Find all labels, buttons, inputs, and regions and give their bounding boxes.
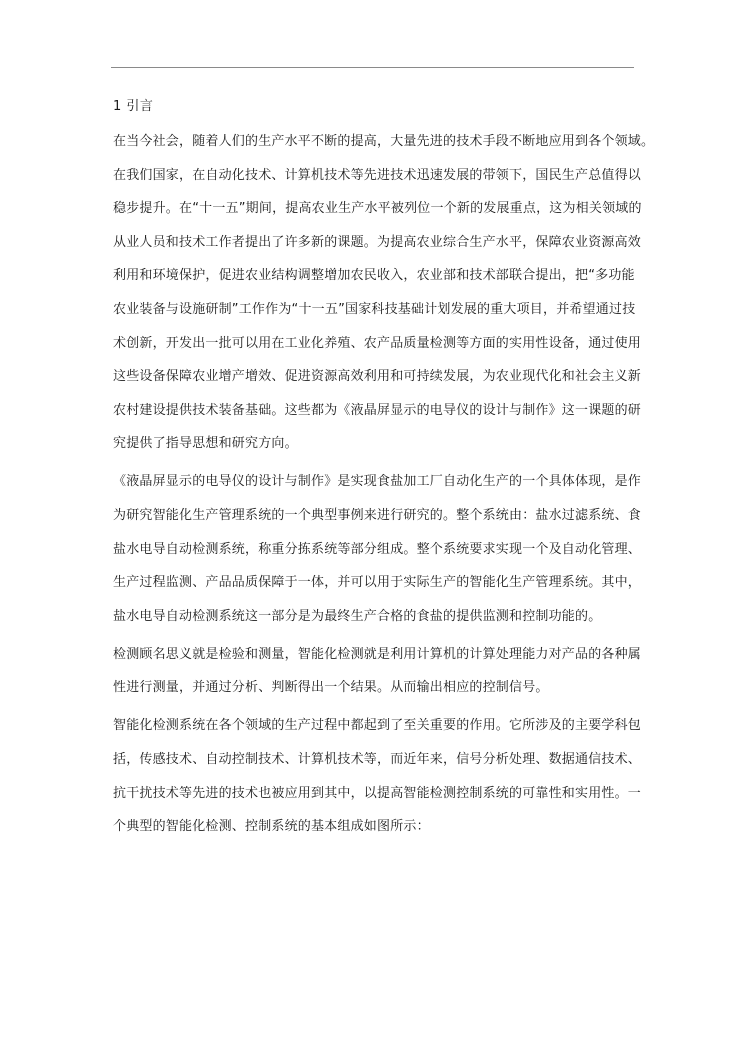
- text-line: 在当今社会，随着人们的生产水平不断的提高，大量先进的技术手段不断地应用到各个领域。: [113, 134, 655, 149]
- paragraph-system: [113, 474, 642, 634]
- document-body: [113, 99, 655, 857]
- paragraph-intro: [113, 134, 655, 462]
- text-line: 抗干扰技术等先进的技术也被应用到其中，以提高智能检测控制系统的可靠性和实用性。一: [113, 785, 642, 801]
- text-line: 在我们国家，在自动化技术、计算机技术等先进技术迅速发展的带领下，国民生产总值得以: [113, 167, 642, 183]
- text-line: 生产过程监测、产品品质保障于一体，并可以用于实际生产的智能化生产管理系统。其中，: [113, 575, 642, 591]
- text-line: 检测顾名思义就是检验和测量，智能化检测就是利用计算机的计算处理能力对产品的各种属: [113, 646, 642, 662]
- text-line: 为研究智能化生产管理系统的一个典型事例来进行研究的。整个系统由：盐水过滤系统、食: [113, 507, 642, 523]
- text-line: 个典型的智能化检测、控制系统的基本组成如图所示：: [113, 819, 430, 835]
- paragraph-intelligent-system: [113, 718, 642, 845]
- text-line: 括，传感技术、自动控制技术、计算机技术等，而近年来，信号分析处理、数据通信技术、: [113, 751, 642, 767]
- text-line: 利用和环境保护，促进农业结构调整增加农民收入，农业部和技术部联合提出，把“多功能: [113, 268, 635, 284]
- text-line: 盐水电导自动检测系统这一部分是为最终生产合格的食盐的提供监测和控制功能的。: [113, 608, 602, 624]
- text-line: 稳步提升。在“十一五”期间，提高农业生产水平被列位一个新的发展重点，这为相关领域的: [113, 201, 642, 217]
- text-line: 智能化检测系统在各个领域的生产过程中都起到了至关重要的作用。它所涉及的主要学科包: [113, 718, 642, 734]
- text-line: 农村建设提供技术装备基础。这些都为《液晶屏显示的电导仪的设计与制作》这一课题的研: [113, 402, 642, 418]
- text-line: 这些设备保障农业增产增效、促进资源高效利用和可持续发展，为农业现代化和社会主义新: [113, 369, 642, 385]
- header-rule: [111, 67, 634, 68]
- text-line: 从业人员和技术工作者提出了许多新的课题。为提高农业综合生产水平，保障农业资源高效: [113, 234, 642, 250]
- text-line: 究提供了指导思想和研究方向。: [113, 436, 298, 452]
- paragraph-detection: [113, 646, 642, 707]
- section-heading: 1 引言: [113, 99, 154, 114]
- text-line: 农业装备与设施研制”工作作为“十一五”国家科技基础计划发展的重大项目，并希望通过技: [113, 301, 636, 317]
- text-line: 性进行测量，并通过分析、判断得出一个结果。从而输出相应的控制信号。: [113, 680, 549, 696]
- text-line: 《液晶屏显示的电导仪的设计与制作》是实现食盐加工厂自动化生产的一个具体体现，是作: [113, 474, 642, 490]
- text-line: 盐水电导自动检测系统，称重分拣系统等部分组成。整个系统要求实现一个及自动化管理、: [113, 541, 642, 557]
- text-line: 术创新，开发出一批可以用在工业化养殖、农产品质量检测等方面的实用性设备，通过使用: [113, 335, 642, 351]
